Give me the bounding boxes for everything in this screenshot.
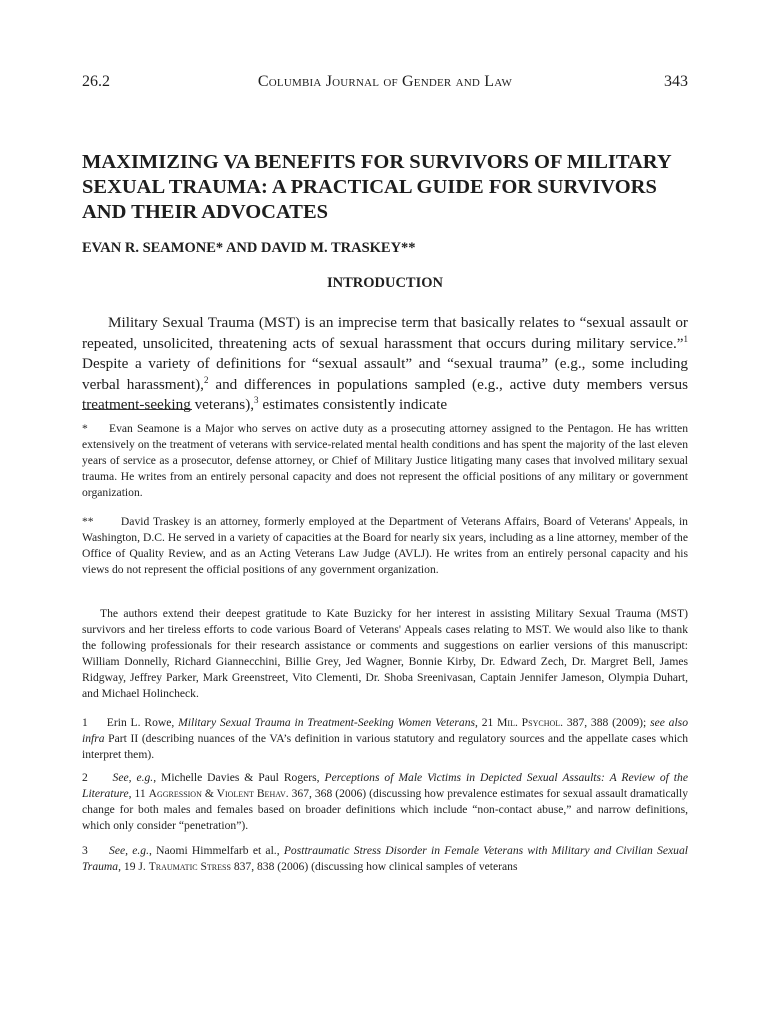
body-paragraph: [82, 313, 688, 416]
section-heading: INTRODUCTION: [326, 275, 443, 291]
footnote-text: , 21: [475, 716, 498, 729]
footnote-text: , 19 J.: [118, 860, 149, 873]
footnote-text: David Traskey is an attorney, formerly employed at the Department of Veterans Affairs, Board of Veterans' Appeals, in Washington, D.C. He served in a variety of capacities at the Board for nearly six years, including as a line attorney, member of the Office of Quality Review, and as an Acting Veterans Law Judge (AVLJ). He writes from an entirely personal capacity and his views do not represent the official positions of any government organization.: [82, 515, 688, 576]
signal-phrase: See, e.g.: [109, 844, 149, 857]
footnote-ref: 3: [254, 395, 259, 406]
signal-phrase: see also infra: [82, 716, 688, 745]
signal-phrase: See, e.g.: [112, 771, 154, 784]
acknowledgment-note: The authors extend their deepest gratitude to Kate Buzicky for her interest in assisting Military Sexual Trauma (MST) survivors and her tireless efforts to code various Board of Veterans' Appeals cases relating to MST. We would also like to thank the following professionals for their research assistance or comments and suggestions on earlier versions of this manuscript: William Donnelly, Richard Giannecchini, Billie Grey, Jed Wagner, Bonnie Kirby, Dr. Edward Zech, Dr. Margret Bell, James Ridgway, Jeffrey Parker, Mark Greenstreet, Vito Clementi, Dr. Shoba Sreenivasan, Captain Jennifer Jameson, Olympia Duhart, and Michael Holincheck.: [82, 607, 688, 700]
footnote-marker: 2: [82, 771, 88, 784]
body-text-part: Despite a variety of definitions for “sexual assault” and “sexual trauma” (e.g., some including verbal harassment),: [82, 355, 688, 393]
footnote-ref: 1: [683, 333, 688, 344]
footnote-ref: 2: [203, 374, 209, 385]
journal-abbrev: Mil. Psychol.: [497, 716, 564, 729]
cited-article-title: Military Sexual Trauma in Treatment-Seeking Women Veterans: [178, 716, 476, 729]
footnote-text: , 11: [128, 787, 149, 800]
footnote-marker: 3: [82, 844, 88, 857]
journal-abbrev: Aggression & Violent Behav.: [148, 787, 289, 800]
author-footnote-traskey: [82, 514, 688, 578]
article-authors: EVAN R. SEAMONE* AND DAVID M. TRASKEY**: [82, 240, 416, 256]
footnote-2: [82, 770, 688, 834]
journal-abbrev: Traumatic Stress: [148, 860, 231, 873]
page-number: 343: [664, 73, 688, 90]
footnote-marker: **: [82, 515, 94, 528]
footnote-text: , Naomi Himmelfarb et al.,: [148, 844, 284, 857]
footnote-marker: 1: [82, 716, 88, 729]
footnote-marker: *: [82, 422, 88, 435]
cited-article-title: Perceptions of Male Victims in Depicted Sexual Assaults: A Review of the Literature: [82, 771, 688, 800]
journal-name: Columbia Journal of Gender and Law: [257, 73, 513, 90]
footnote-text: 387, 388 (2009);: [563, 716, 651, 729]
footnote-text: , Michelle Davies & Paul Rogers,: [153, 771, 325, 784]
cited-article-title: Posttraumatic Stress Disorder in Female Veterans with Military and Civilian Sexual Trauma: [82, 844, 688, 873]
body-text-part: and differences in populations sampled (e.g., active duty members versus treatment-seeking veterans),: [82, 375, 688, 414]
body-text-part: estimates consistently indicate: [258, 396, 448, 414]
author-footnote-seamone: [82, 421, 688, 501]
article-title: MAXIMIZING VA BENEFITS FOR SURVIVORS OF MILITARY SEXUAL TRAUMA: A PRACTICAL GUIDE FOR SURVIVORS AND THEIR ADVOCATES: [82, 151, 671, 223]
footnote-1: [82, 715, 688, 763]
footnote-text: Evan Seamone is a Major who serves on active duty as a prosecuting attorney assigned to the Pentagon. He has written extensively on the treatment of veterans with service-related mental health conditions and has spent the majority of the last eleven years of service as a prosecutor, defense attorney, or Chief of Military Justice litigating many cases that involved military sexual trauma. He writes from an entirely personal capacity and does not represent the official positions of any military or government organization.: [82, 422, 688, 499]
footnote-text: 837, 838 (2006) (discussing how clinical samples of veterans: [230, 860, 518, 873]
body-text-part: Military Sexual Trauma (MST) is an imprecise term that basically relates to “sexual assault or repeated, unsolicited, threatening acts of sexual harassment that occurs during military service.”: [82, 314, 688, 352]
footnote-3: [82, 843, 688, 875]
footnote-text: 367, 368 (2006) (discussing how prevalence estimates for sexual assault dramatically change for both males and females based on broader definitions which include “non-contact abuse,” and narrow definitions, which only consider “penetration”).: [82, 787, 689, 832]
footnote-text: Part II (describing nuances of the VA’s definition in various statutory and regulatory sources and the appellate cases which interpret them).: [82, 732, 688, 761]
volume-number: 26.2: [82, 73, 110, 90]
running-header: [82, 73, 688, 93]
footnote-divider: [82, 409, 192, 410]
footnote-text: Erin L. Rowe,: [106, 716, 179, 729]
